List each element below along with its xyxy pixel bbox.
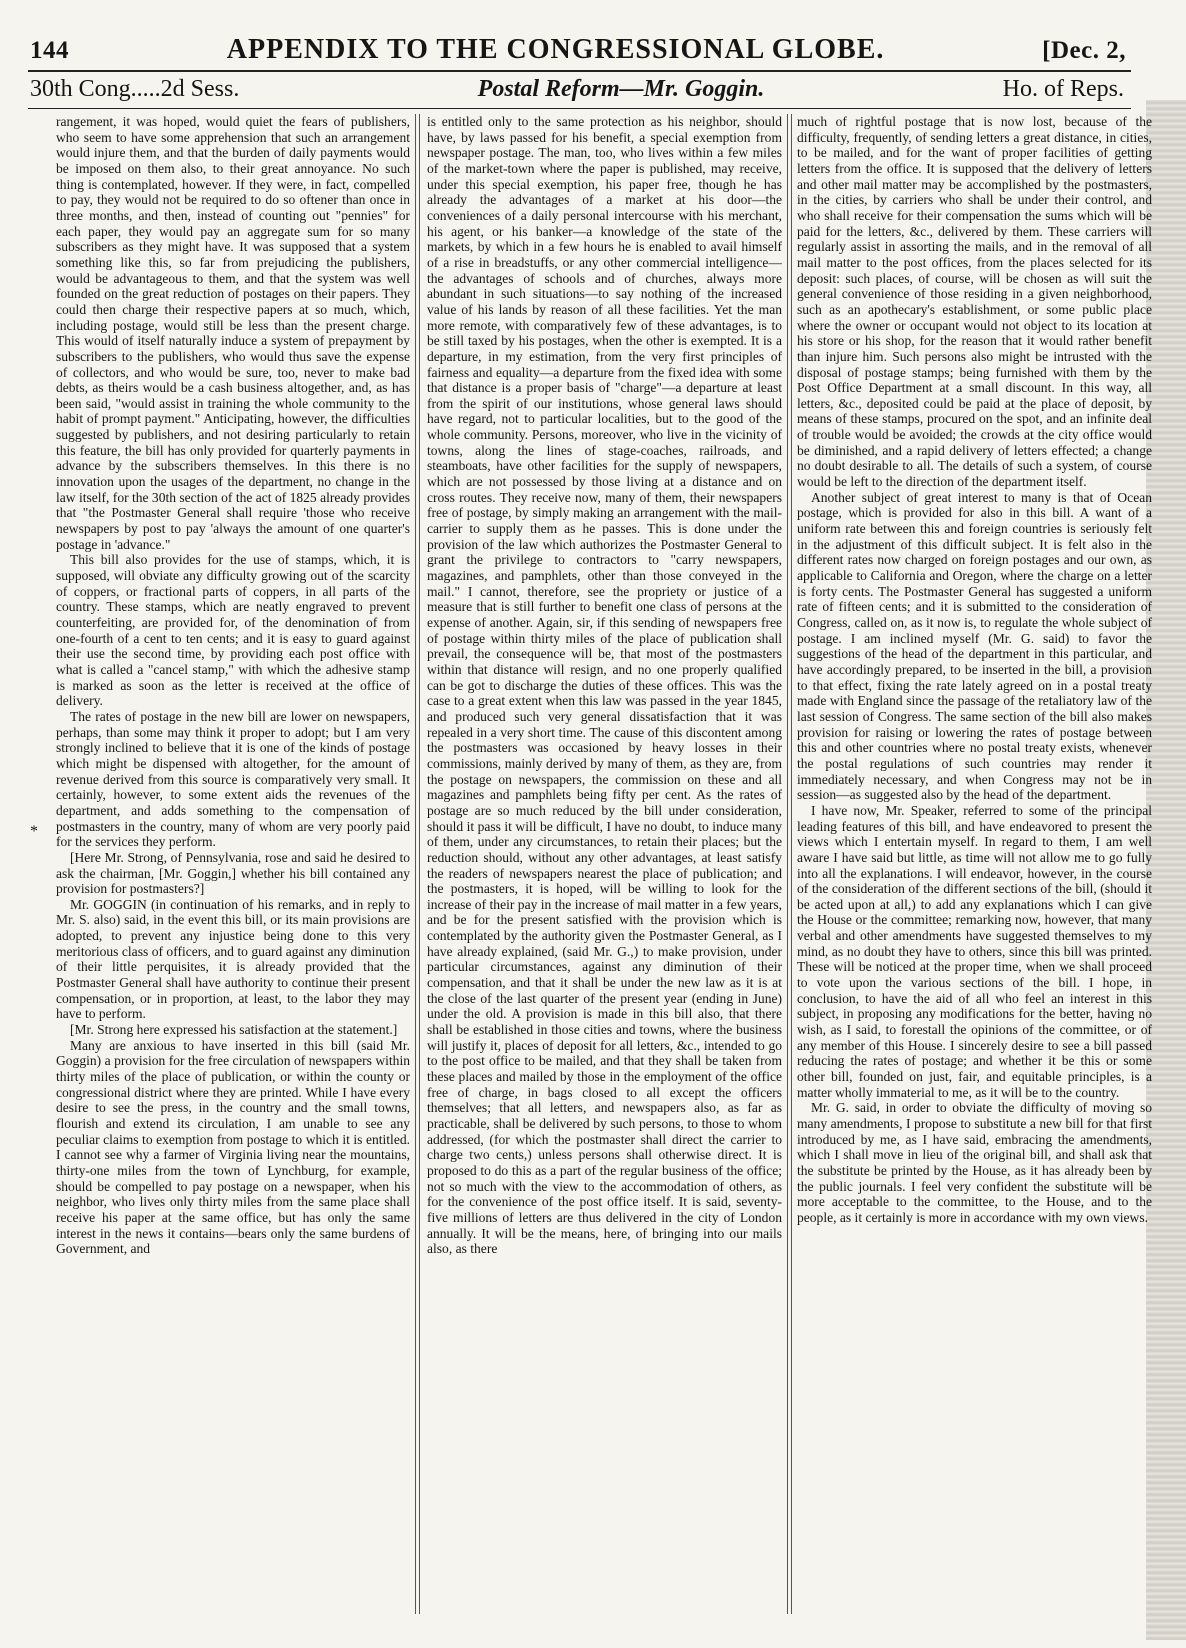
column-divider bbox=[419, 114, 420, 1614]
column-divider bbox=[787, 114, 788, 1614]
paragraph: is entitled only to the same protection as his neighbor, should have, by laws passed for his benefit, a special exemption from newspaper postage. The man, too, who lives within a few miles of the market-town where the paper is published, may receive, under this special exemption, his paper free, though he has already the advantages of a market at his door—the conveniences of a daily personal intercourse with his merchant, his agent, or his banker—a knowledge of the state of the markets, by which in a few hours he is enabled to avail himself of a rise in breadstuffs, or any other commercial intelligence—the advantages of schools and of churches, always more abundant in such situations—to say nothing of the increased value of his lands by reason of all these facilities. Yet the man more remote, with comparatively few of these advantages, is to be still taxed by his postages, when the other is exempted. It is a departure, in my estimation, from the very first principles of fairness and equality—a departure from the fixed idea with some that distance is a proper basis of "charge"—a departure at least from the spirit of our institutions, whose general laws should have regard, not to particular localities, but to the good of the whole community. Persons, moreover, who live in the vicinity of towns, along the lines of stage-coaches, railroads, and steamboats, have other facilities for the supply of newspapers, which are not possessed by those living at a distance and on cross routes. They receive now, many of them, their newspapers free of postage, by simply making an arrangement with the mail-carrier to supply them as he passes. This is done under the provision of the law which authorizes the Postmaster General to grant the privilege to contractors to "carry newspapers, magazines, and pamphlets, other than those conveyed in the mail." I cannot, therefore, see the propriety or justice of a measure that is still further to benefit one class of persons at the expense of another. Again, sir, if this sending of newspapers free of postage within thirty miles of the place of publication shall prevail, the consequence will be, that most of the postmasters within that distance will resign, and no one properly qualified can be got to discharge the duties of these offices. This was the case to a great extent when this law was passed in the year 1845, and produced such very general dissatisfaction that it was repealed in a very short time. The cause of this discontent among the postmasters was occasioned by heavy losses in their commissions, mainly derived by many of them, as they are, from the postage on newspapers, the commission on these and all magazines and pamphlets being fifty per cent. As the rates of postage are so much reduced by the bill under consideration, should it pass it will be difficult, I have no doubt, to induce many of them, under any circumstances, to retain their places; but the reduction should, without any other advantages, at least satisfy the readers of newspapers nearest the place of publication; and the postmasters, it is hoped, will be willing to look for the increase of their pay in the increase of mail matter in a few years, and be for the present satisfied with the provision which is contemplated by the authority given the Postmaster General, as I have already explained, (said Mr. G.,) to make provision, under particular circumstances, against any diminution of their compensation, and that it shall be under the new law as it is at the close of the last quarter of the present year (ending in June) under the old. A provision is made in this bill also, that there shall be established in those cities and towns, where the business will justify it, places of deposit for all letters, &c., intended to go to the post office to be mailed, and that they shall be taken from these places and mailed by those in the employment of the office free of charge, in bags closed to all except the officers themselves; that all letters, and newspapers also, as far as practicable, shall be delivered by such persons, to those to whom addressed, (for which the postmaster shall direct the carrier to charge two cents,) unless persons shall otherwise direct. It is proposed to do this as a part of the regular business of the office; not so much with the view to the accommodation of others, as for the convenience of the post office itself. It is said, seventy-five millions of letters are thus delivered in the city of London annually. It will be the means, here, of bringing into our mails also, as there bbox=[427, 114, 782, 1257]
session-label: 30th Cong.....2d Sess. bbox=[30, 76, 240, 102]
paragraph: This bill also provides for the use of stamps, which, it is supposed, will obviate any difficulty growing out of the scarcity of coppers, or fractional parts of coppers, in all parts of the country. These stamps, which are neatly engraved to prevent counterfeiting, are provided for, of the denomination of from one-fourth of a cent to ten cents; and it is easy to guard against their use the second time, by providing each post office with what is called a "cancel stamp," with which the adhesive stamp is marked as soon as the letter is received at the office of delivery. bbox=[56, 552, 410, 709]
paragraph: Many are anxious to have inserted in this bill (said Mr. Goggin) a provision for the free circulation of newspapers within thirty miles of the place of publication, or within the county or congressional district where they are printed. While I have every desire to see the press, in the country and the small towns, flourish and extend its circulation, I am unable to see any peculiar claims to exemption from postage to which it is entitled. I cannot see why a farmer of Virginia living near the mountains, thirty-one miles from the town of Lynchburg, for example, should be compelled to pay postage on a newspaper, when his neighbor, who lives only thirty miles from the same place shall receive his paper at the same office, but has only the same interest in the news it contains—bears only the same burdens of Government, and bbox=[56, 1037, 410, 1257]
publication-title: APPENDIX TO THE CONGRESSIONAL GLOBE. bbox=[226, 34, 885, 65]
paragraph: rangement, it was hoped, would quiet the fears of publishers, who seem to have some apprehension that such an arrangement would injure them, and that the burden of daily payments would be imposed on them also, to their great annoyance. No such thing is contemplated, however. If they were, in fact, compelled to pay, they would not be required to do so oftener than once in three months, and then, instead of counting out "pennies" for each paper, they would pay an aggregate sum for so many subscribers as they might have. It was supposed that a system something like this, so far from prejudicing the publishers, would be advantageous to them, and that the system was well founded on the great reduction of postages on their papers. They could then charge their respective papers at so much, which, including postage, would still be less than the present charge. This would of itself naturally induce a system of prepayment by subscribers to the publishers, who would thus save the expense of collectors, and who would be sure, too, never to make bad debts, as theirs would be a cash business altogether, and, as has been said, "would assist in training the whole community to the habit of prompt payment." Anticipating, however, the difficulties suggested by publishers, and not desiring particularly to retain this feature, the bill has only provided for quarterly payments in advance by the subscribers themselves. In this there is no innovation upon the usages of the department, no change in the law itself, for the 30th section of the act of 1825 already provides that "the Postmaster General shall require 'those who receive newspapers by post to pay 'always the amount of one quarter's postage in 'advance." bbox=[56, 114, 410, 552]
column-divider bbox=[791, 114, 792, 1614]
paragraph: much of rightful postage that is now lost, because of the difficulty, frequently, of sending letters a great distance, in cities, to be mailed, and for the want of proper facilities of getting letters from the office. It is supposed that the delivery of letters and other mail matter may be accomplished by the postmasters, in the cities, by carriers who shall be under their control, and who shall receive for their compensation the sums which will be paid for the letters, &c., delivered by them. These carriers will regularly assist in assorting the mails, and in the removal of all mail matter to the post offices, from the places selected for its deposit: such places, of course, will be chosen as will suit the general convenience of those residing in a given neighborhood, such as an apothecary's establishment, or some public place where the owner or occupant would not object to its location at his store or his shop, for the reason that it would rather benefit than injure him. Such persons also might be intrusted with the disposal of postage stamps; being furnished with them by the Post Office Department at a small discount. In this way, all letters, &c., deposited could be paid at the place of deposit, by means of these stamps, procured on the spot, and an infinite deal of trouble would be avoided; the crowds at the city office would be diminished, and a rapid delivery of letters effected; a change no doubt desirable to all. The details of such a system, of course would be left to the direction of the department itself. bbox=[797, 114, 1152, 490]
margin-mark: * bbox=[30, 823, 38, 840]
text-column-1 bbox=[56, 114, 410, 1612]
paragraph: [Here Mr. Strong, of Pennsylvania, rose and said he desired to ask the chairman, [Mr. Goggin,] whether his bill contained any provision for postmasters?] bbox=[56, 849, 410, 897]
text-column-2 bbox=[427, 114, 782, 1612]
header-rule bbox=[28, 70, 1131, 72]
house-label: Ho. of Reps. bbox=[1002, 76, 1124, 102]
page-number: 144 bbox=[30, 37, 69, 64]
paragraph: [Mr. Strong here expressed his satisfaction at the statement.] bbox=[70, 1022, 398, 1038]
text-column-3 bbox=[797, 114, 1152, 1404]
page-subheader bbox=[30, 76, 1124, 103]
topic-label: Postal Reform—Mr. Goggin. bbox=[477, 76, 765, 102]
column-divider bbox=[415, 114, 416, 1614]
subheader-rule bbox=[28, 108, 1131, 109]
paragraph: Mr. G. said, in order to obviate the difficulty of moving so many amendments, I propose to substitute a new bill for that first introduced by me, as I have said, embracing the amendments, which I shall move in lieu of the original bill, and shall ask that the substitute be printed by the House, as it has already been by the public journals. I feel very confident the substitute will be more acceptable to the committee, to the House, and to the people, as it certainly is more in accordance with my own views. bbox=[797, 1100, 1152, 1225]
issue-date: [Dec. 2, bbox=[1042, 37, 1126, 64]
page-header bbox=[30, 34, 1126, 66]
paragraph: Mr. GOGGIN (in continuation of his remarks, and in reply to Mr. S. also) said, in the event this bill, or its main provisions are adopted, to prevent any injustice being done to this very meritorious class of officers, and to guard against any diminution of their little perquisites, it is already provided that the Postmaster General shall have authority to continue their present compensation, or in proportion, at least, to the labor they may have to perform. bbox=[56, 896, 410, 1022]
paragraph: Another subject of great interest to many is that of Ocean postage, which is provided for also in this bill. A want of a uniform rate between this and foreign countries is seriously felt in the adjustment of this difficult subject. It is felt also in the different rates now charged on foreign postages and our own, as applicable to California and Oregon, where the charge on a letter is forty cents. The Postmaster General has suggested a uniform rate of fifteen cents; and it is submitted to the consideration of Congress, called on, as it now is, to regulate the whole subject of postage. I am inclined myself (Mr. G. said) to favor the suggestions of the head of the department in this particular, and have accordingly prepared, to be inserted in the bill, a provision to that effect, fixing the rate lately agreed on in a postal treaty made with England since the passage of the retaliatory law of the last session of Congress. The same section of the bill also makes provision for raising or lowering the rates of postage between this and other countries where no postal treaty exists, whenever the postal regulations of such countries may render it immediately necessary, and when Congress may not be in session—as suggested also by the head of the department. bbox=[797, 489, 1152, 803]
paragraph: I have now, Mr. Speaker, referred to some of the principal leading features of this bill, and have endeavored to present the views which I entertain myself. In regard to them, I am well aware I have said but little, as time will not allow me to go fully into all the explanations. I will endeavor, however, in the course of the consideration of the different sections of the bill, (should it be acted upon at all,) to add any explanations which I can give the House or the committee; remarking now, however, that many verbal and other amendments have suggested themselves to my mind, as no doubt they have to others, since this bill was printed. These will be noticed at the proper time, when we shall proceed to vote upon the various sections of the bill. I hope, in conclusion, to have the aid of all who feel an interest in this subject, in proposing any modifications for the better, having no wish, as I said, to forestall the opinions of the committee, or of any member of this House. I sincerely desire to see a bill passed reducing the rates of postage; and whether it be this or some other bill, founded on just, fair, and equitable principles, is a matter wholly immaterial to me, as it will be to the country. bbox=[797, 802, 1152, 1100]
paragraph: The rates of postage in the new bill are lower on newspapers, perhaps, than some may think it proper to adopt; but I am very strongly inclined to believe that it is one of the kinds of postage which might be dispensed with altogether, for the amount of revenue derived from this source is comparatively very small. It certainly, however, to some extent aids the revenues of the department, and adds something to the compensation of postmasters in the country, many of whom are very poorly paid for the services they perform. bbox=[56, 708, 410, 850]
page-edge-shadow bbox=[1146, 100, 1186, 1640]
